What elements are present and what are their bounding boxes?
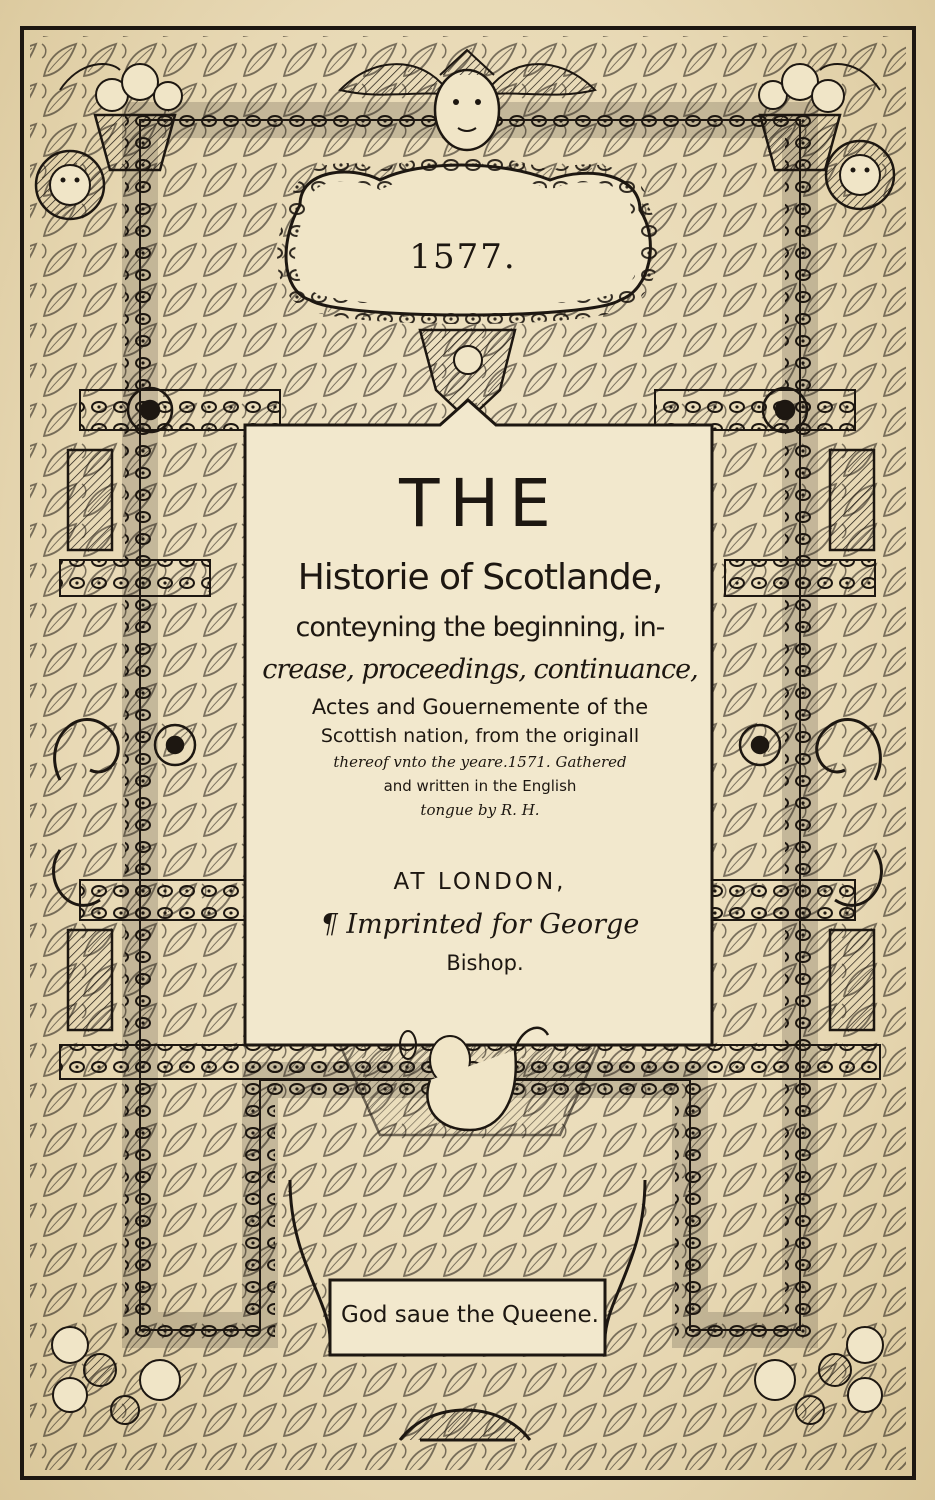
- publication-date: 1577.: [409, 237, 517, 277]
- title-line-8: tongue by R. H.: [420, 801, 540, 819]
- title-line-6: thereof vnto the yeare.1571. Gathered: [333, 753, 627, 771]
- imprint-place: AT LONDON,: [393, 869, 567, 895]
- imprint-printer: ¶ Imprinted for George: [320, 909, 640, 940]
- motto: God saue the Queene.: [341, 1302, 599, 1328]
- imprint-printer-name: Bishop.: [446, 951, 524, 975]
- title-line-1: Historie of Scotlande,: [297, 557, 663, 598]
- title-line-2: conteyning the beginning, in-: [295, 612, 665, 643]
- title-line-5: Scottish nation, from the originall: [320, 725, 640, 747]
- title-line-3: crease, proceedings, continuance,: [262, 654, 698, 685]
- mermaid-ornament: [340, 1028, 600, 1135]
- lion-head-right: [826, 141, 894, 209]
- title-panel: [250, 425, 710, 1040]
- lion-head-left: [36, 151, 104, 219]
- title-line-4: Actes and Gouernemente of the: [311, 695, 649, 719]
- title-heading: THE: [399, 465, 561, 542]
- title-line-7: and written in the English: [383, 777, 577, 795]
